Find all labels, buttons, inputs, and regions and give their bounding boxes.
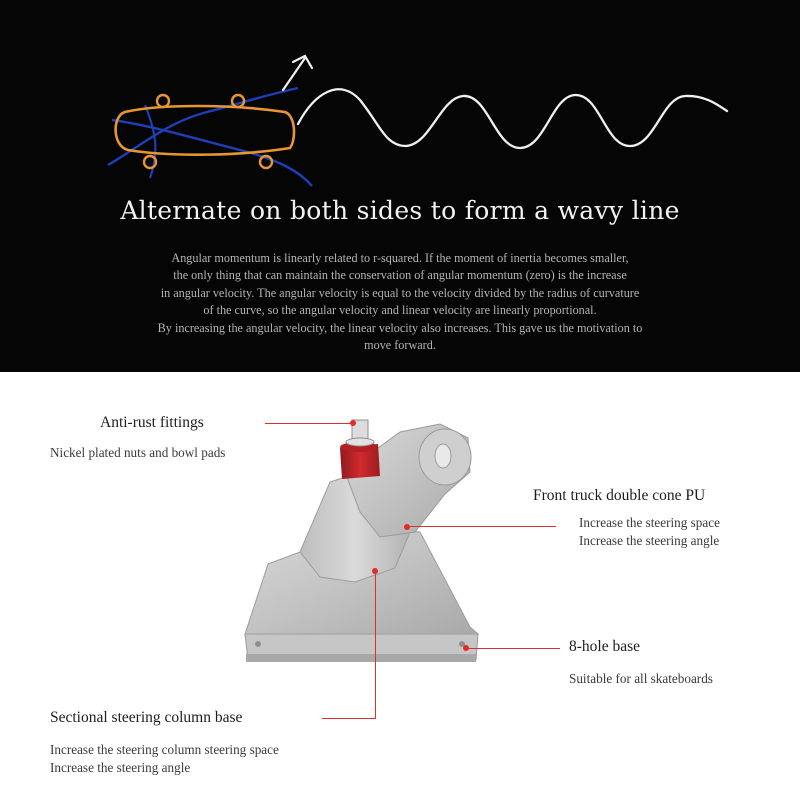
wavy-line xyxy=(298,89,727,148)
front-truck-leader xyxy=(408,526,556,527)
banner xyxy=(0,0,800,372)
description-paragraph xyxy=(70,250,730,354)
column-base-line: Increase the steering angle xyxy=(50,760,191,775)
arrow-up-icon xyxy=(283,56,312,90)
headline: Alternate on both sides to form a wavy line xyxy=(120,196,680,225)
column-base-title: Sectional steering column base xyxy=(50,709,243,726)
paragraph-line: move forward. xyxy=(364,338,436,353)
anti-rust-leader xyxy=(265,423,353,424)
anti-rust-subtitle: Nickel plated nuts and bowl pads xyxy=(50,445,226,460)
anti-rust-dot xyxy=(350,420,356,426)
wheel-sketch-1 xyxy=(157,95,169,107)
axle-end xyxy=(435,444,451,468)
column-dot xyxy=(372,568,378,574)
base-title: 8-hole base xyxy=(569,638,641,655)
column-base-lines xyxy=(50,741,279,777)
paragraph-line: of the curve, so the angular velocity and linear velocity are linearly proportional. xyxy=(203,303,597,318)
paragraph-line: the only thing that can maintain the conservation of angular momentum (zero) is the increase xyxy=(173,268,627,283)
column-base-line: Increase the steering column steering space xyxy=(50,742,279,757)
anti-rust-title: Anti-rust fittings xyxy=(100,414,204,431)
front-truck-title: Front truck double cone PU xyxy=(533,487,706,504)
product-section xyxy=(0,372,800,800)
wheel-sketch-2 xyxy=(232,95,244,107)
column-leader-horizontal xyxy=(322,718,376,719)
paragraph-line: in angular velocity. The angular velocity is equal to the velocity divided by the radius of curvature xyxy=(160,285,640,300)
paragraph-line: By increasing the angular velocity, the linear velocity also increases. This gave us the motivation to xyxy=(157,320,643,335)
truck-illustration xyxy=(0,372,800,800)
front-truck-line: Increase the steering angle xyxy=(579,533,720,548)
base-subtitle: Suitable for all skateboards xyxy=(569,671,713,686)
base-hole xyxy=(255,641,261,647)
front-truck-line: Increase the steering space xyxy=(579,515,720,530)
front-truck-lines xyxy=(579,514,720,550)
washer xyxy=(346,438,374,446)
paragraph-line: Angular momentum is linearly related to r-squared. If the moment of inertia becomes smaller, xyxy=(171,251,629,265)
base-leader xyxy=(468,648,560,649)
column-leader-vertical xyxy=(375,572,376,718)
base-plate-edge xyxy=(246,654,476,662)
